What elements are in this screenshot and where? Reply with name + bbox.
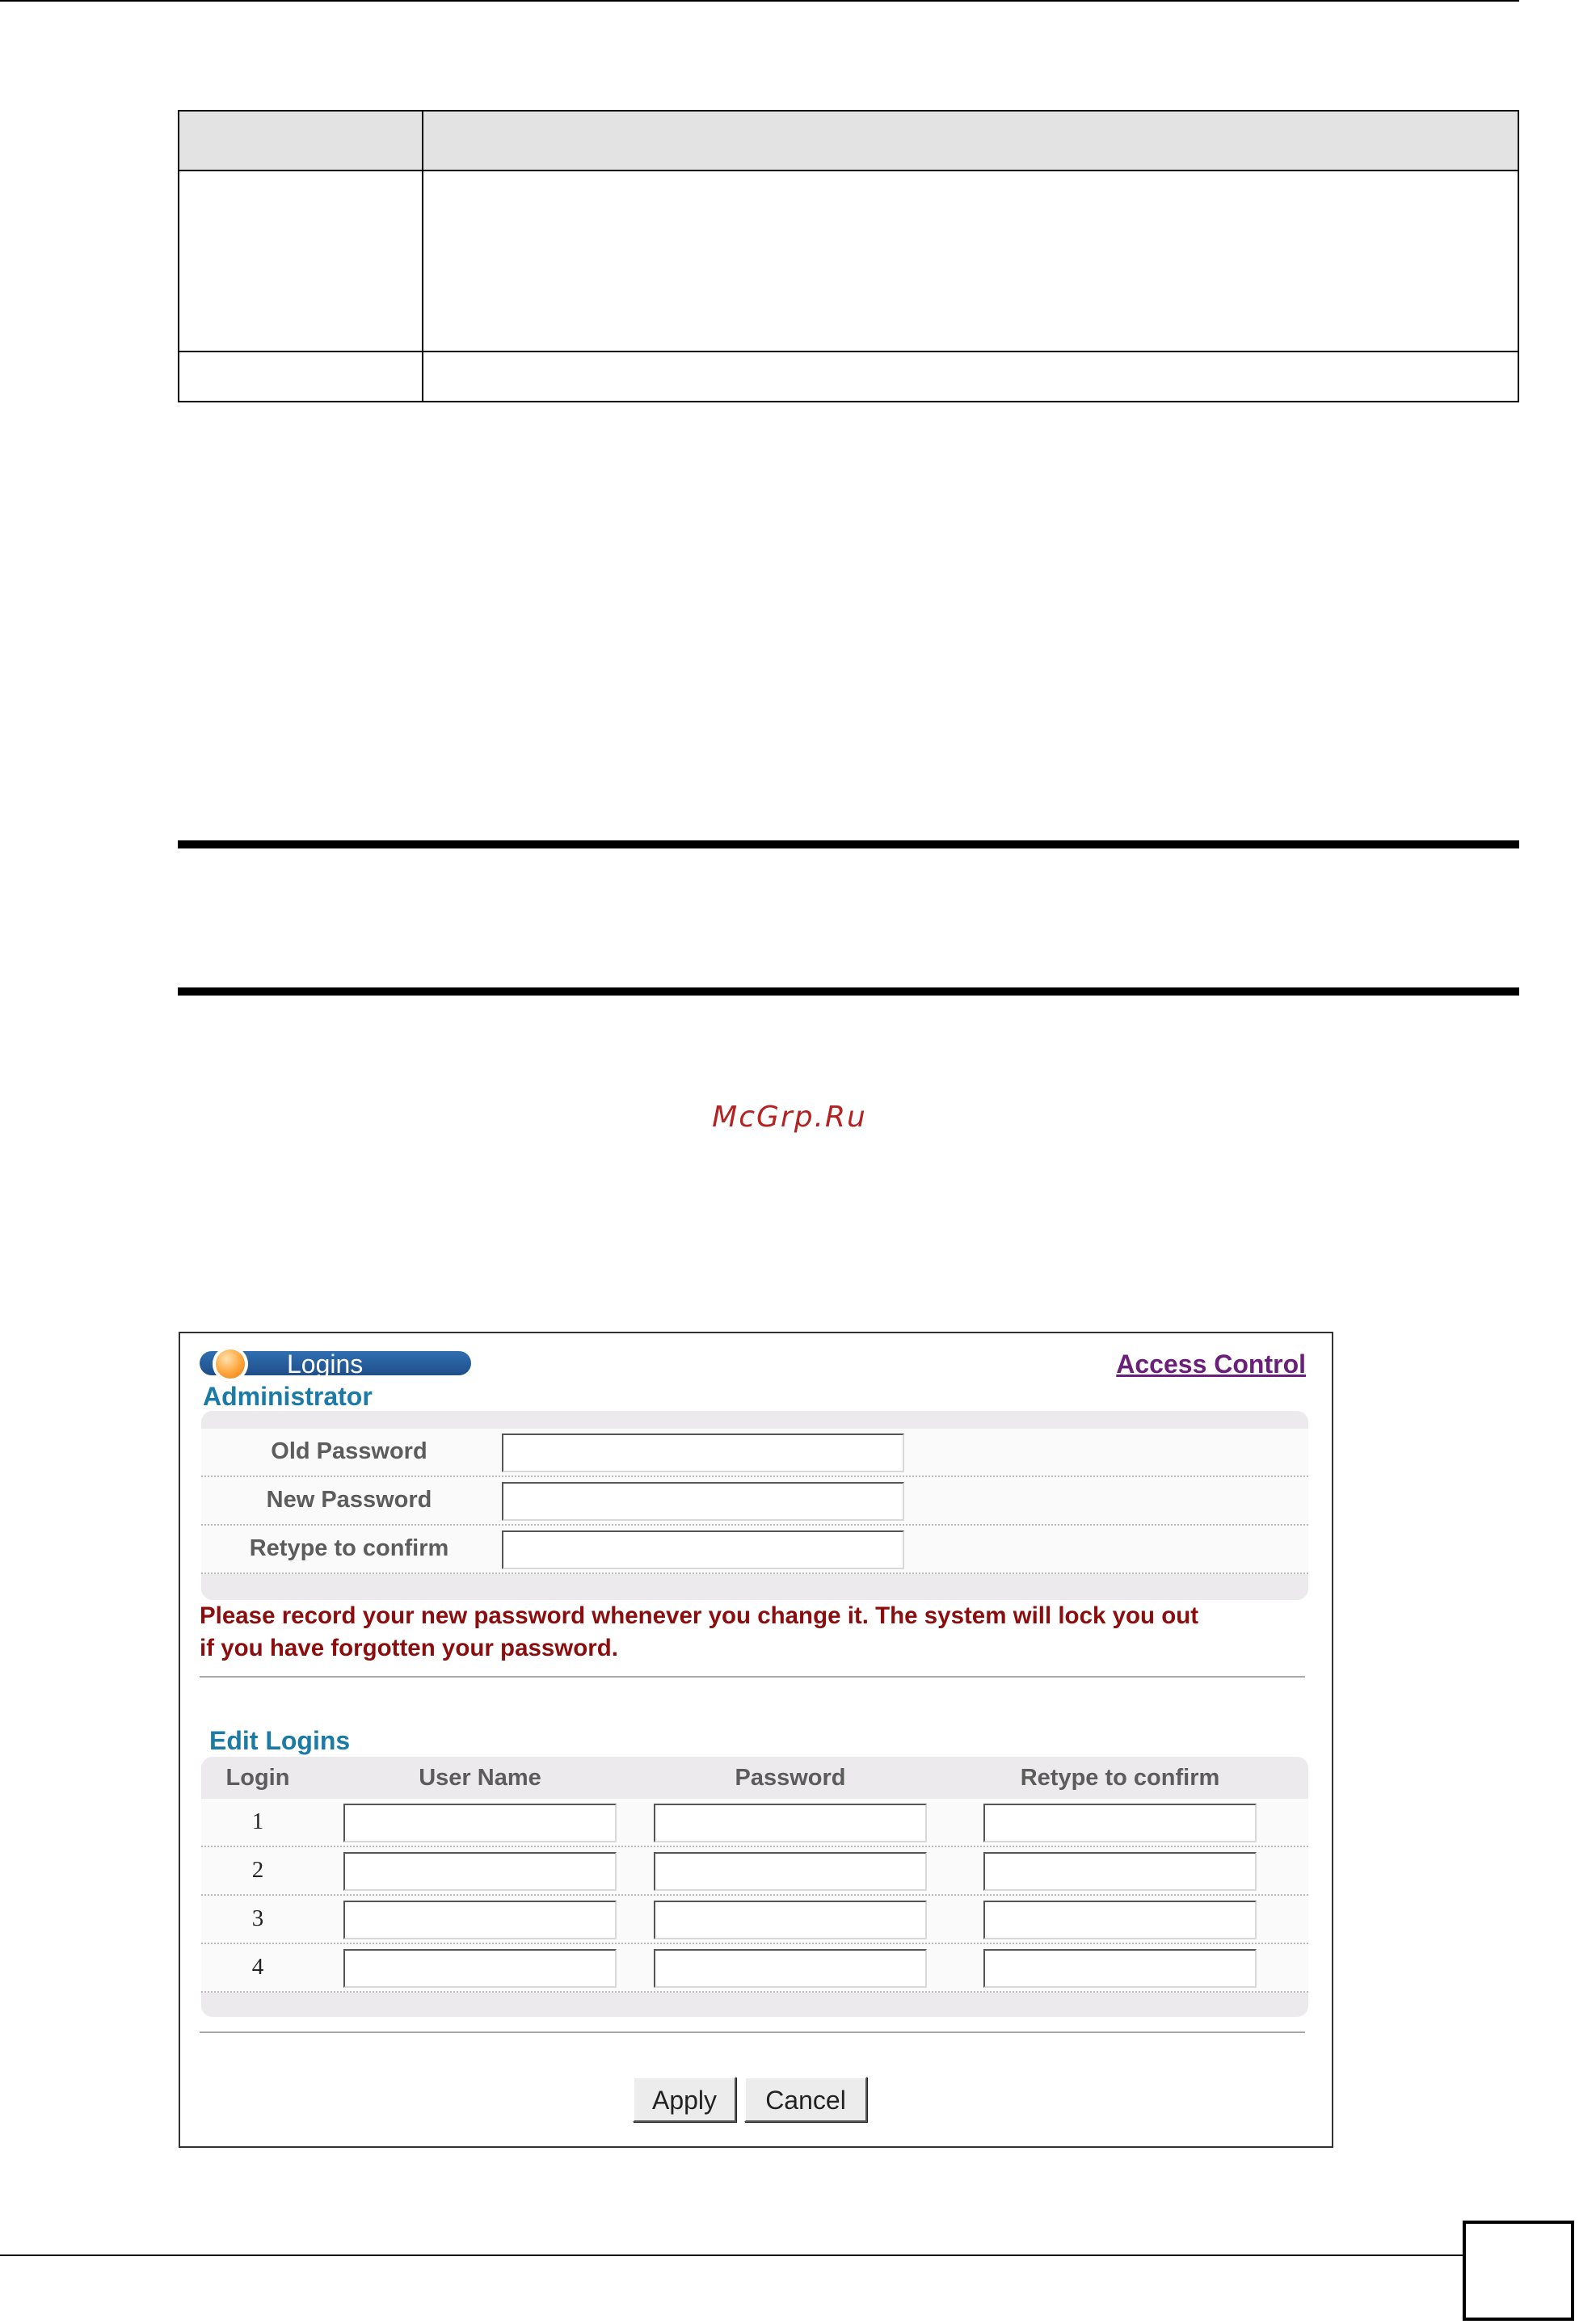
footer-rule [0,2255,1463,2256]
new-password-field[interactable] [502,1482,904,1521]
doc-table-row-divider [179,351,1518,352]
login-row [201,1944,1308,1993]
doc-table-header [179,112,1518,171]
divider [200,2031,1305,2033]
user-name-field[interactable] [343,1949,617,1988]
top-rule [0,0,1519,2]
login-row [201,1799,1308,1847]
administrator-heading: Administrator [203,1382,373,1411]
retype-field[interactable] [983,1804,1257,1842]
column-header-password: Password [735,1765,846,1791]
login-row [201,1847,1308,1896]
figure-rule-bottom [178,987,1519,996]
edit-logins-table [201,1757,1308,2017]
user-name-field[interactable] [343,1852,617,1891]
cancel-button[interactable]: Cancel [744,2077,867,2122]
old-password-field[interactable] [502,1434,904,1472]
password-field[interactable] [654,1949,927,1988]
retype-password-row [201,1526,1308,1574]
page-number-box [1463,2221,1574,2321]
doc-table-column-divider [422,112,423,401]
orb-icon [213,1346,248,1382]
edit-logins-heading: Edit Logins [209,1726,351,1755]
login-number: 2 [251,1857,264,1883]
column-header-retype: Retype to confirm [1020,1765,1220,1791]
password-warning-line-1: Please record your new password whenever you change it. The system will lock you out [200,1602,1199,1629]
administrator-form [201,1411,1308,1600]
retype-password-field[interactable] [502,1530,904,1569]
apply-button[interactable]: Apply [633,2077,736,2122]
retype-field[interactable] [983,1852,1257,1891]
user-name-field[interactable] [343,1901,617,1939]
doc-table [178,110,1519,402]
user-name-field[interactable] [343,1804,617,1842]
retype-field[interactable] [983,1949,1257,1988]
screen-title: Logins [287,1349,364,1379]
old-password-row [201,1429,1308,1477]
old-password-label: Old Password [271,1438,427,1464]
login-number: 4 [251,1954,264,1980]
column-header-login: Login [225,1765,290,1791]
logins-screen [179,1332,1333,2148]
access-control-link[interactable]: Access Control [1116,1349,1306,1379]
figure-rule-top [178,840,1519,848]
new-password-label: New Password [266,1487,432,1513]
retype-field[interactable] [983,1901,1257,1939]
password-warning-line-2: if you have forgotten your password. [200,1635,618,1661]
password-field[interactable] [654,1852,927,1891]
login-number: 1 [251,1808,264,1834]
watermark: McGrp.Ru [712,1101,867,1134]
password-field[interactable] [654,1901,927,1939]
divider [200,1676,1305,1678]
password-field[interactable] [654,1804,927,1842]
login-number: 3 [251,1905,264,1931]
new-password-row [201,1477,1308,1526]
column-header-user-name: User Name [419,1765,541,1791]
password-warning [200,1600,1323,1665]
login-row [201,1896,1308,1944]
retype-password-label: Retype to confirm [249,1535,449,1561]
